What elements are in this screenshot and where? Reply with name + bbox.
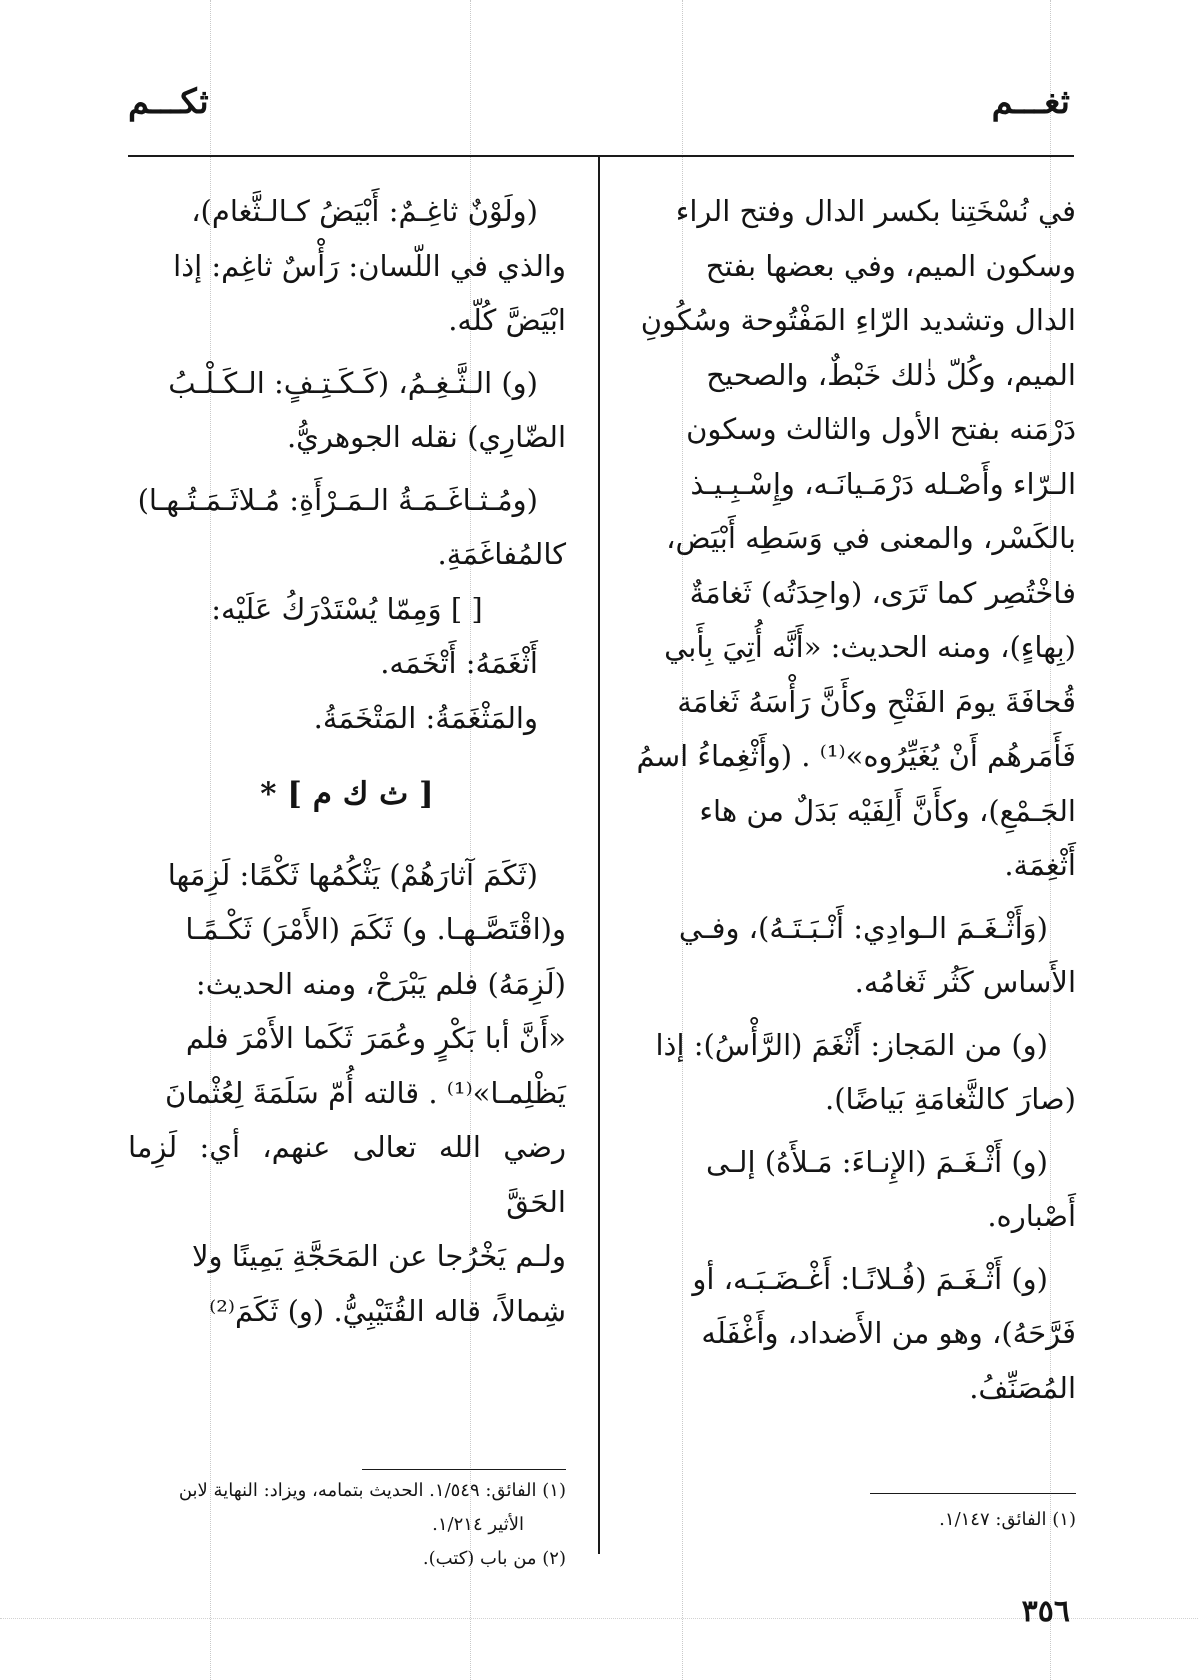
footnote-rule <box>870 1493 1076 1494</box>
text-line: و(اقْتَصَّـهـا. و) ثَكَمَ (الأَمْرَ) ثَكْـمًـا <box>185 912 566 946</box>
text-line: دَرْمَنه بفتح الأول والثالث وسكون <box>686 412 1076 446</box>
text-line: بالكَسْر، والمعنى في وَسَطِه أَبْيَض، <box>666 521 1076 555</box>
text-line: (و) أَثْـغَـمَ (الإِنـاءَ: مَـلأَهُ) إلـى <box>705 1144 1048 1179</box>
text-line: (بِهاءٍ)، ومنه الحديث: «أَنَّه أُتِيَ بِأَبي <box>664 630 1076 664</box>
text-line: (ثَكَمَ آثارَهُمْ) يَثْكُمُها ثَكْمًا: لَزِمَها <box>167 857 538 892</box>
text-line: الجَـمْعِ)، وكأَنَّ أَلِفَيْه بَدَلٌ من هاء <box>699 793 1076 828</box>
text-line: في نُسْخَتِنا بكسر الدال وفتح الراء <box>675 194 1076 228</box>
text-line: (لَزِمَهُ) فلم يَبْرَحْ، ومنه الحديث: <box>195 966 566 1001</box>
text-line: (ولَوْنٌ ثاغِـمٌ: أَبْيَضُ كـالـثَّغام)، <box>191 194 538 228</box>
text-line: «أَنَّ أبا بَكْرٍ وعُمَرَ ثَكَما الأَمْرَ فلم <box>185 1021 566 1055</box>
istidrak-line: [ ] وَمِمّا يُسْتَدْرَكُ عَلَيْه: <box>211 591 483 626</box>
text-line: الضّارِي) نقله الجوهريُّ. <box>286 420 566 454</box>
running-head-right: ثغـــم <box>991 82 1070 122</box>
text-line: الدال وتشديد الرّاءِ المَفْتُوحة وسُكُونِ <box>640 303 1076 337</box>
text-line: فَأَمَرهُم أَنْ يُغَيِّرُوه»⁽¹⁾ . (وأَثْغِماءُ اسمُ <box>636 739 1076 773</box>
text-line: المُصَنِّفُ. <box>969 1370 1076 1405</box>
text-line: وسكون الميم، وفي بعضها بفتح <box>705 248 1076 283</box>
text-line: الـرّاء وأَصْـله دَرْمَـيانَـه، وإِسْـبِـيـذ <box>690 466 1076 501</box>
column-divider <box>598 156 600 1554</box>
text-line: أَصْباره. <box>987 1199 1076 1233</box>
text-line: يَظْلِمـا»⁽¹⁾ . قالته أُمّ سَلَمَةَ لِعُثْمانَ <box>164 1075 566 1110</box>
scan-guide-line <box>0 1618 1198 1619</box>
running-head-left: ثكـــم <box>128 82 209 122</box>
text-line: أَثْغِمَة. <box>1004 848 1076 882</box>
text-line: رضي الله تعالى عنهم، أي: لَزِما الحَقَّ <box>128 1130 566 1219</box>
text-line: فَرَّحَهُ)، وهو من الأَضداد، وأَغْفَلَه <box>701 1316 1076 1350</box>
left-column <box>128 184 566 1338</box>
text-line: شِمالاً، قاله القُتَيْبِيُّ. (و) ثَكَمَ⁽²⁾ <box>209 1293 566 1328</box>
right-column <box>636 184 1076 1415</box>
text-line: (و) من المَجاز: أَثْغَمَ (الرَّأْسُ): إذا <box>655 1027 1048 1062</box>
text-line: أَثْغَمَهُ: أَتْخَمَه. <box>380 646 538 680</box>
text-line: والذي في اللّسان: رَأْسٌ ثاغِم: إذا <box>173 248 566 283</box>
text-line: (وَأَثْـغَـمَ الـوادِي: أَنْـبَـتَـهُ)، وفـي <box>678 910 1048 945</box>
text-line: الأَساس كَثُر ثَغامُه. <box>854 965 1076 999</box>
text-line: والمَثْغَمَةُ: المَتْخَمَةُ. <box>313 700 538 735</box>
text-line: ابْيَضَّ كُلّه. <box>448 303 566 337</box>
text-line: (ومُـثـاغَـمَـةُ الـمَـرْأَةِ: مُـلاثَـمَـتُـهـا) <box>137 482 538 517</box>
footnotes-left <box>128 1474 566 1576</box>
footnote: الأثير ١/٢١٤. <box>432 1514 524 1535</box>
text-line: الميم، وكُلّ ذٰلك خَبْطٌ، والصحيح <box>706 357 1076 392</box>
footnote-rule <box>362 1469 566 1470</box>
footnotes-right <box>760 1503 1076 1537</box>
text-line: ولـم يَخْرُجا عن المَحَجَّةِ يَمِينًا ولا <box>191 1239 566 1273</box>
text-line: قُحافَةَ يومَ الفَتْحِ وكأَنَّ رَأْسَهُ ثَغامَة <box>677 684 1076 719</box>
text-line: (و) الـثَّـغِـمُ، (كَـكَـتِـفٍ: الـكَـلْـبُ <box>168 365 538 400</box>
text-line: فاخْتُصِر كما تَرَى، (واحِدَتُه) ثَغامَةٌ <box>689 575 1076 610</box>
header-rule <box>128 155 1074 157</box>
footnote: (١) الفائق: ١/٥٤٩. الحديث بتمامه، ويزاد: النهاية لابن <box>178 1480 566 1501</box>
text-line: (و) أَثْـغَـمَ (فُـلانًـا: أَغْـضَـبَـه، أو <box>692 1261 1048 1296</box>
entry-heading: [ ث ك م ] * <box>260 776 434 812</box>
text-line: (صارَ كالثَّغامَةِ بَياضًا). <box>824 1082 1076 1116</box>
text-line: كالمُفاغَمَةِ. <box>437 537 566 571</box>
footnote: (١) الفائق: ١/١٤٧. <box>939 1509 1076 1530</box>
footnote: (٢) من باب (كتب). <box>422 1548 566 1569</box>
page-number: ٣٥٦ <box>1021 1594 1070 1629</box>
